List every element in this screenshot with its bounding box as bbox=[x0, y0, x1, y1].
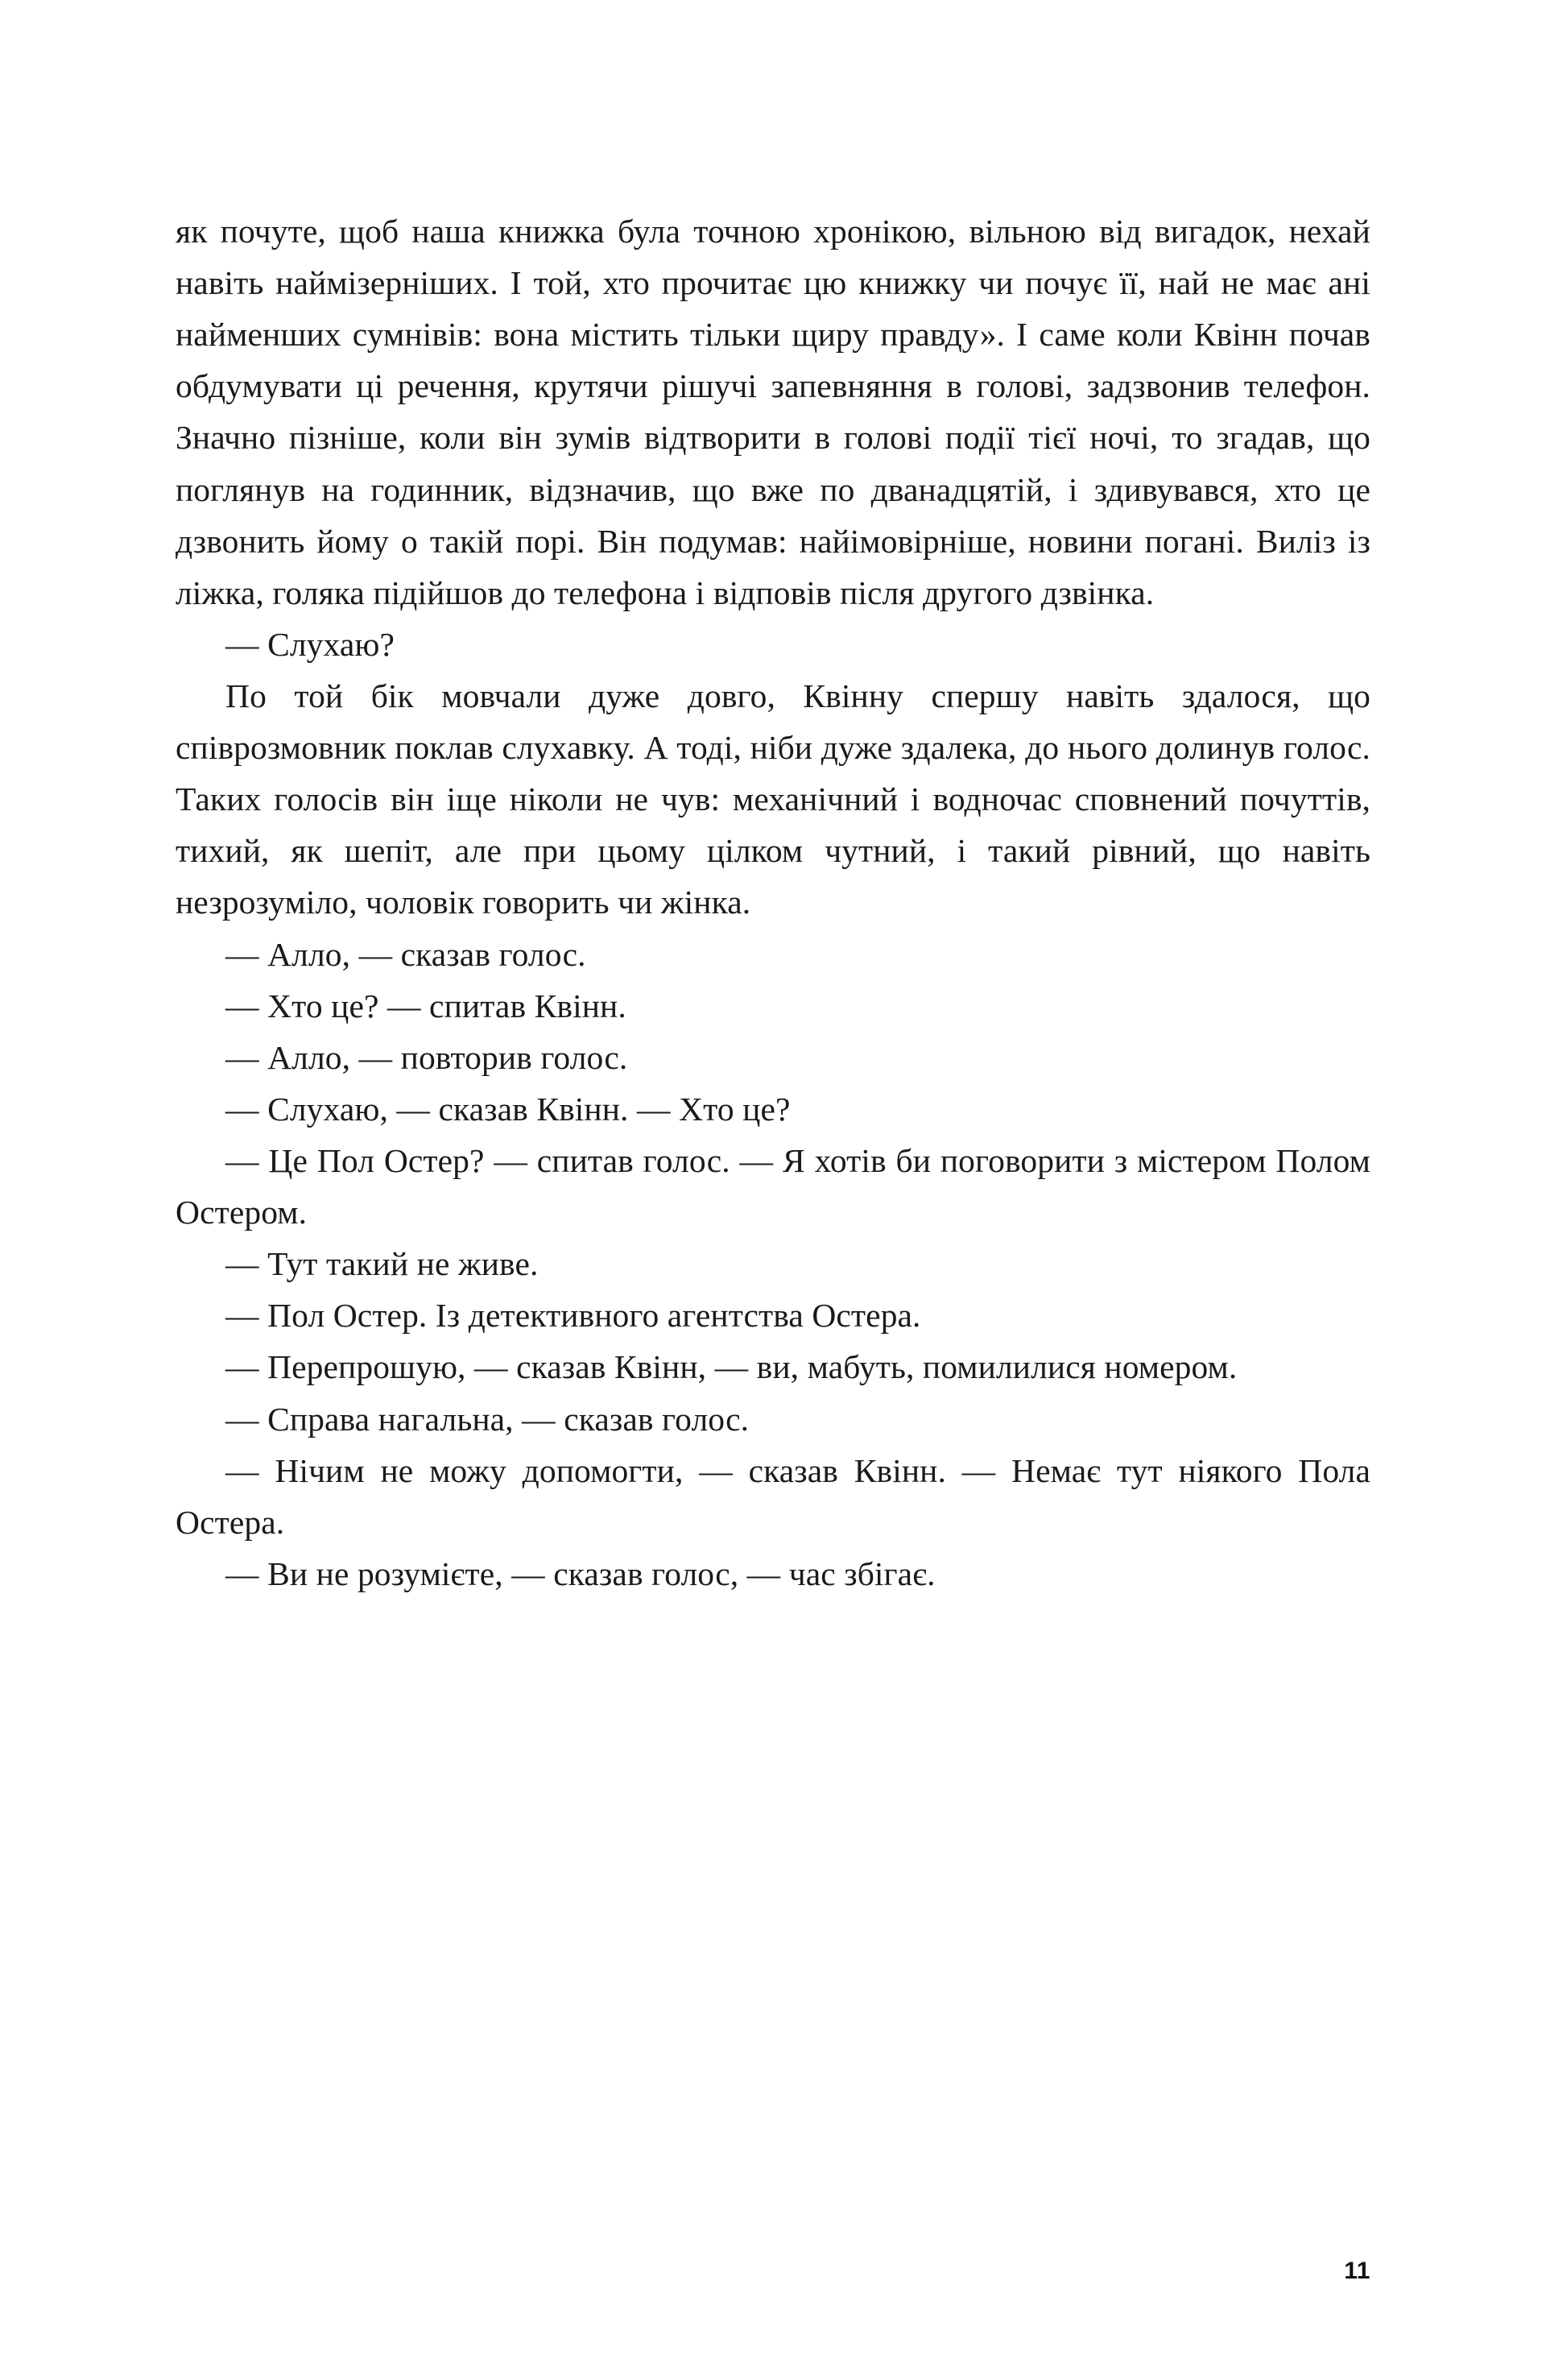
paragraph: — Алло, — сказав голос. bbox=[225, 935, 586, 973]
paragraph: — Це Пол Остер? — спитав голос. — Я хотів би поговорити з містером Полом Остером. bbox=[176, 1141, 1370, 1231]
paragraph: як почуте, щоб наша книжка була точною хронікою, вільною від вигадок, нехай навіть наймізерніших. І той, хто прочитає цю книжку чи почує її, най не має ані найменших сумнівів: вона містить тільки щиру правду». І саме коли Квінн почав обдумувати ці речення, крутячи рішучі запевняння в голові, задзвонив телефон. Значно пізніше, коли він зумів відтворити в голові події тієї ночі, то згадав, що поглянув на годинник, відзначив, що вже по дванадцятій, і здивувався, хто це дзвонить йому о такій порі. Він подумав: найімовірніше, новини погані. Виліз із ліжка, голяка підійшов до телефона і відповів після другого дзвінка. bbox=[176, 213, 1370, 611]
paragraph: — Ви не розумієте, — сказав голос, — час збігає. bbox=[225, 1554, 936, 1592]
paragraph: — Тут такий не живе. bbox=[225, 1245, 539, 1283]
paragraph: — Пол Остер. Із детективного агентства Остера. bbox=[225, 1297, 921, 1335]
paragraph: — Справа нагальна, — сказав голос. bbox=[225, 1400, 750, 1438]
paragraph: — Слухаю? bbox=[225, 625, 395, 663]
paragraph: — Перепрошую, — сказав Квінн, — ви, мабуть, помилилися номером. bbox=[225, 1348, 1238, 1386]
paragraph: — Хто це? — спитав Квінн. bbox=[225, 987, 626, 1024]
page-body-text bbox=[176, 205, 1370, 1600]
paragraph: — Алло, — повторив голос. bbox=[225, 1038, 628, 1076]
paragraph: По той бік мовчали дуже довго, Квінну спершу навіть здалося, що співрозмовник поклав слухавку. А тоді, ніби дуже здалека, до нього долинув голос. Таких голосів він іще ніколи не чув: механічний і водночас сповнений почуттів, тихий, як шепіт, але при цьому цілком чутний, і такий рівний, що навіть незрозуміло, чоловік говорить чи жінка. bbox=[176, 677, 1370, 921]
page-number: 11 bbox=[1344, 2258, 1370, 2284]
paragraph: — Слухаю, — сказав Квінн. — Хто це? bbox=[225, 1090, 791, 1128]
paragraph: — Нічим не можу допомогти, — сказав Квінн. — Немає тут ніякого Пола Остера. bbox=[176, 1451, 1370, 1541]
